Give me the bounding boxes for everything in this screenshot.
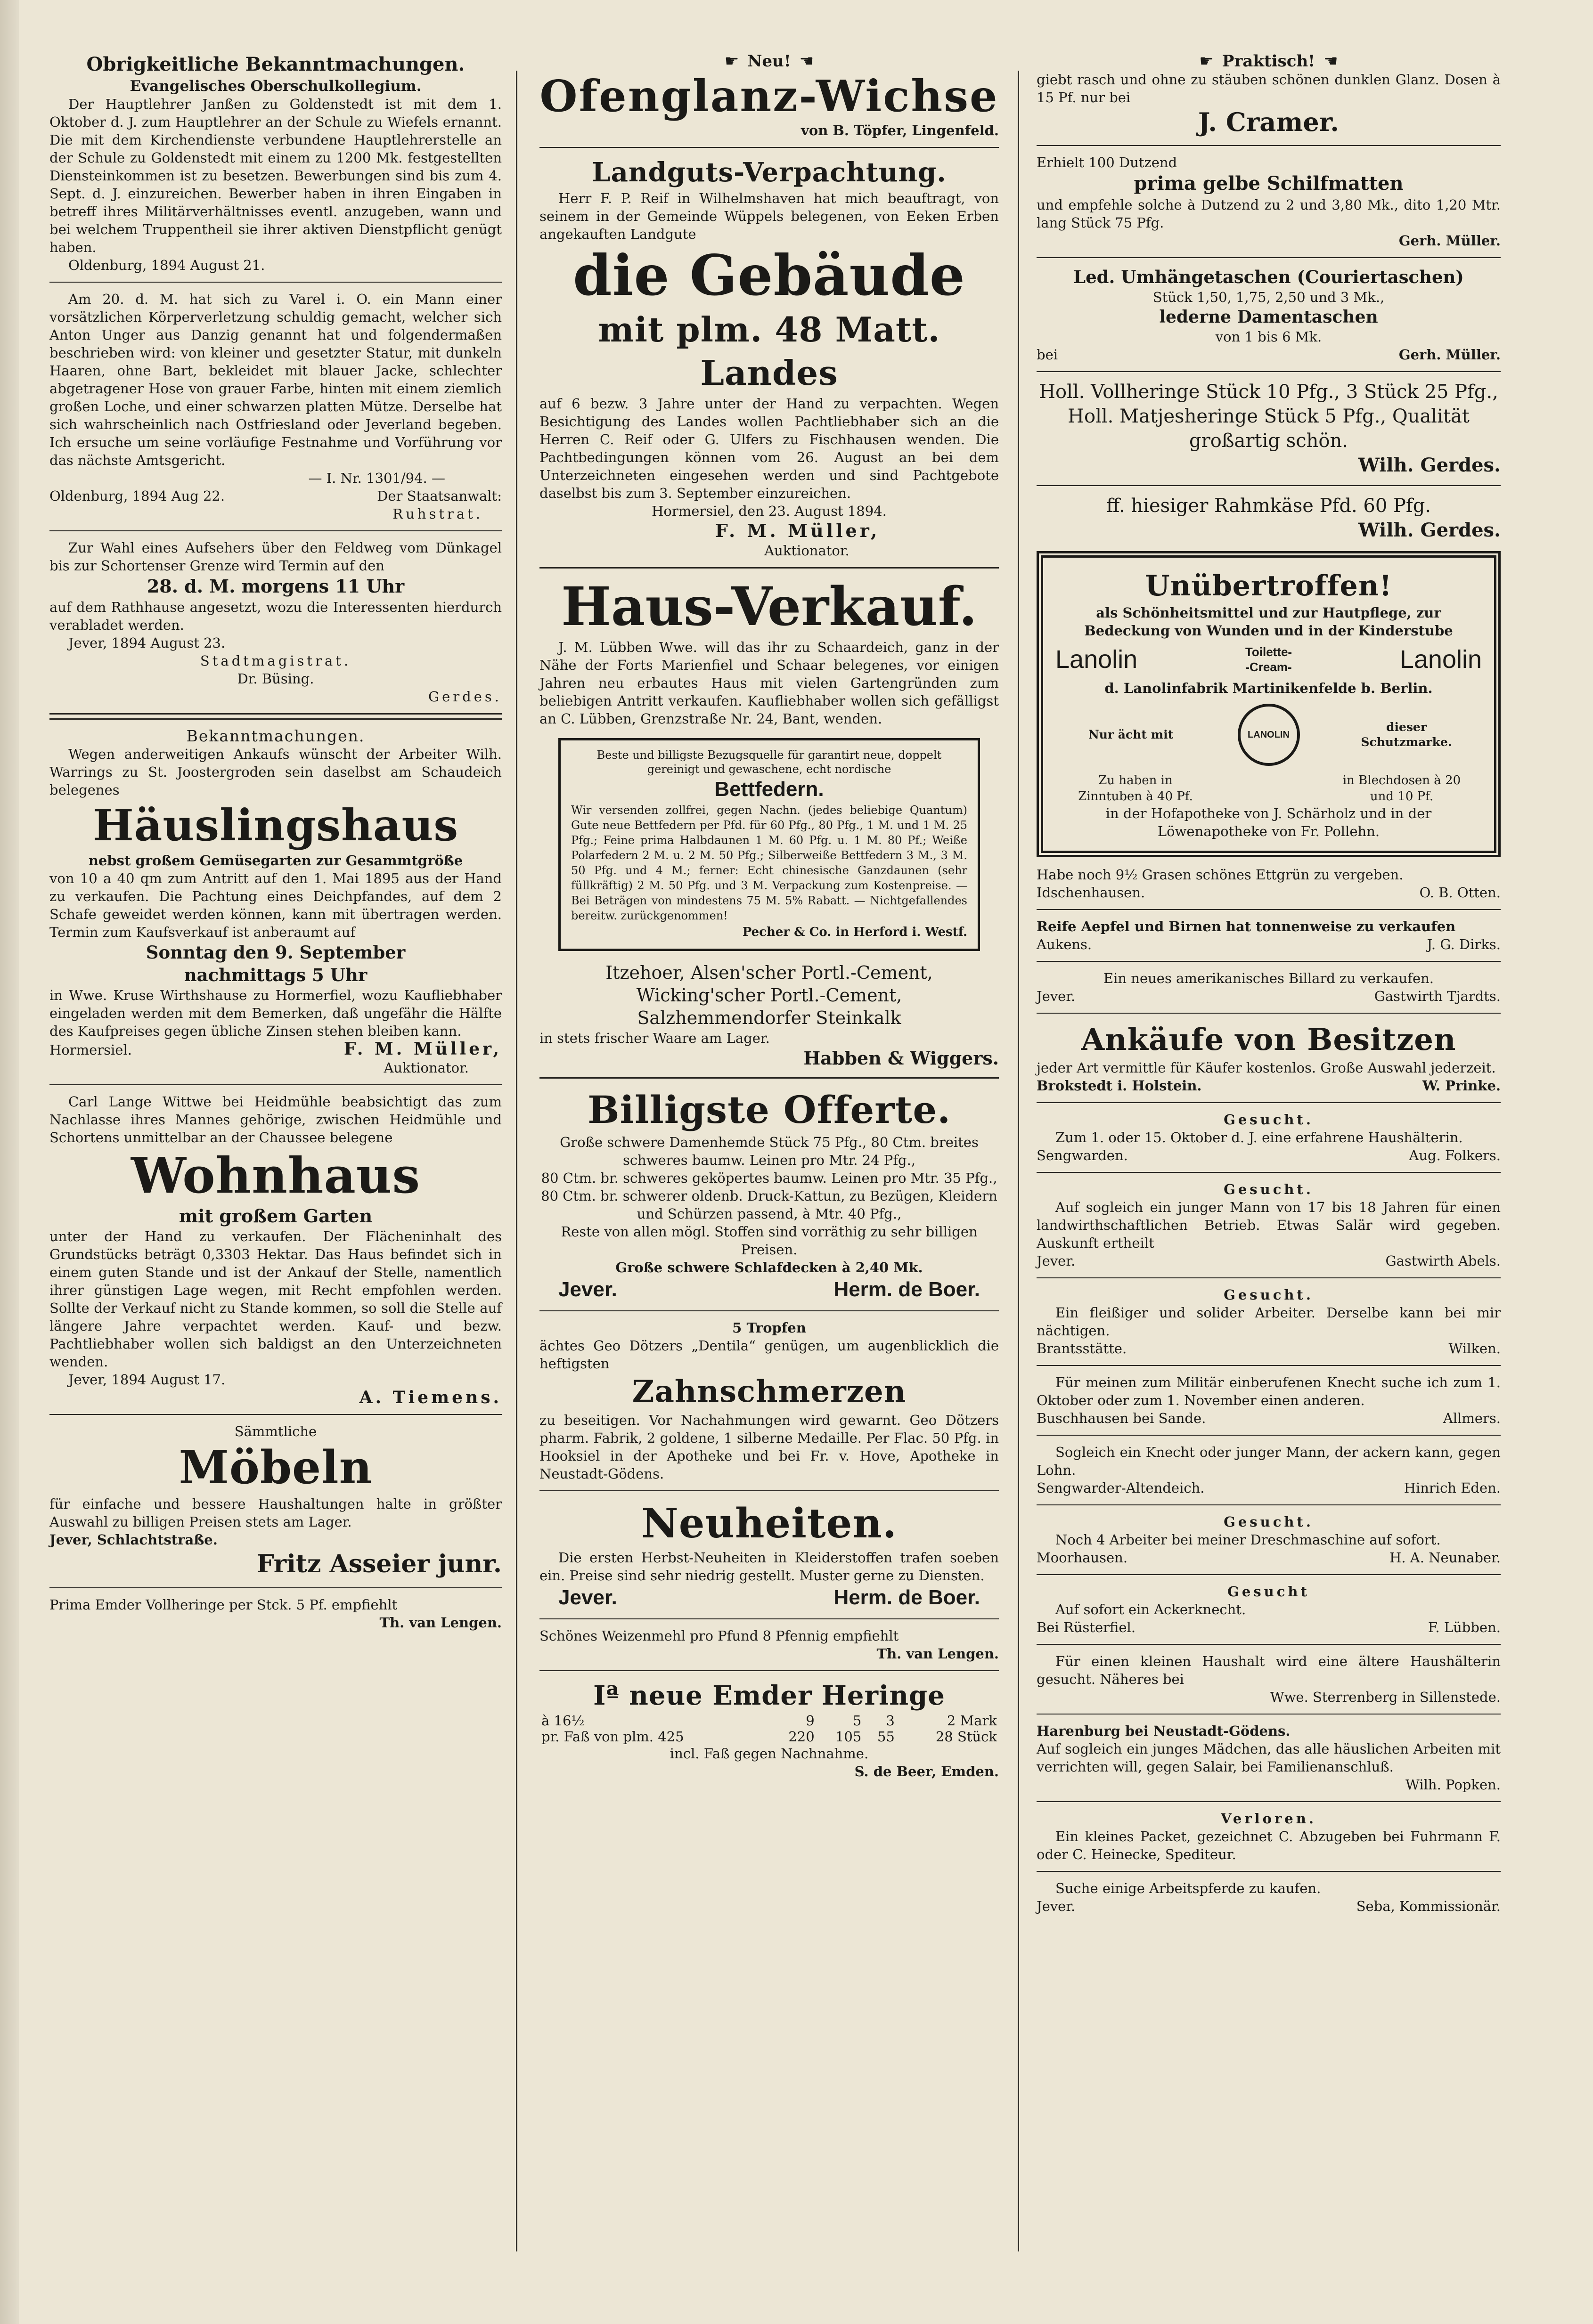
ad-text: Carl Lange Wittwe bei Heidmühle beabsichtigt das zum Nachlasse ihres Mannes gehörige, zwischen Heidmühle und Schortens unmittelbar an der Chaussee belegene <box>49 1094 502 1146</box>
ad-headline: Bettfedern. <box>714 778 824 801</box>
ad-place: Hormersiel. <box>49 1042 132 1058</box>
section-title: Obrigkeitliche Bekanntmachungen. <box>86 53 465 75</box>
ad-heading: Verloren. <box>1221 1811 1316 1827</box>
divider <box>1037 909 1501 910</box>
ad-headline: mit plm. 48 Matt. Landes <box>598 309 940 393</box>
ad-headline: Ankäufe von Besitzen <box>1081 1022 1456 1057</box>
notice-office: Der Staatsanwalt: <box>377 488 502 504</box>
trademark-text: LANOLIN <box>1248 729 1290 740</box>
ad-name: H. A. Neunaber. <box>1389 1550 1501 1566</box>
ad-text: dieser Schutzmarke. <box>1361 720 1452 749</box>
ad-name: Gastwirth Tjardts. <box>1374 988 1501 1004</box>
table-cell: 55 <box>877 1729 895 1745</box>
divider <box>1037 1365 1501 1366</box>
divider <box>1037 1714 1501 1715</box>
ad-name: F. M. Müller, <box>715 520 880 541</box>
ad-time: nachmittags 5 Uhr <box>184 965 368 985</box>
divider <box>1037 145 1501 146</box>
pointing-hand-icon: ☛ <box>724 52 739 71</box>
ad-text: Ein fleißiger und solider Arbeiter. Derselbe kann bei mir nächtigen. <box>1037 1305 1501 1339</box>
ad-text: Noch 4 Arbeiter bei meiner Dreschmaschine auf sofort. <box>1055 1532 1441 1548</box>
bettfedern-ad-box <box>558 738 980 951</box>
ad-title: Auktionator. <box>764 543 850 559</box>
notice-heading: Evangelisches Oberschulkollegium. <box>130 78 422 95</box>
table-cell: à 16½ <box>541 1713 585 1729</box>
notice-name: Dr. Büsing. <box>237 671 314 687</box>
ad-name: Wilh. Popken. <box>1405 1777 1501 1793</box>
ad-line: Große schwere Schlafdecken à 2,40 Mk. <box>615 1260 923 1276</box>
ad-text: Die ersten Herbst-Neuheiten in Kleiderstoffen trafen soeben ein. Preise sind sehr niedrig gestellt. Muster gerne zu Diensten. <box>539 1550 999 1584</box>
notice-office: Stadtmagistrat. <box>200 653 351 669</box>
ad-text: Für meinen zum Militär einberufenen Knecht suche ich zum 1. Oktober oder zum 1. November einen anderen. <box>1037 1374 1501 1408</box>
ad-heading: Gesucht. <box>1224 1181 1314 1197</box>
pointing-hand-icon: ☛ <box>1199 52 1214 71</box>
pointing-hand-icon: ☚ <box>1323 52 1338 71</box>
ad-name: Wilken. <box>1448 1341 1501 1357</box>
ad-name: Hinrich Eden. <box>1404 1480 1501 1496</box>
ad-name: O. B. Otten. <box>1419 885 1501 901</box>
ad-firm: S. de Beer, Emden. <box>854 1763 999 1780</box>
divider <box>1037 485 1501 486</box>
ad-pretext: Sämmtliche <box>234 1423 317 1439</box>
ad-heading: Gesucht. <box>1224 1514 1314 1530</box>
ad-place: Jever. <box>1037 1898 1076 1914</box>
ad-place: Aukens. <box>1037 936 1092 952</box>
ad-text: Beste und billigste Bezugsquelle für garantirt neue, doppelt gereinigt und gewaschene, echt nordische <box>596 748 942 776</box>
ad-headline: Neuheiten. <box>641 1500 897 1547</box>
section-title: Bekanntmachungen. <box>186 727 365 745</box>
table-cell: 28 Stück <box>935 1729 997 1745</box>
ad-headline: Zahnschmerzen <box>632 1374 907 1409</box>
ad-text: Prima Emder Vollheringe per Stck. 5 Pf. empfiehlt <box>49 1597 398 1613</box>
notice-text: Der Hauptlehrer Janßen zu Goldenstedt ist mit dem 1. Oktober d. J. zum Hauptlehrer an der Schule zu Wiefels ernannt. Die mit dem Kirchendienste verbundene Hauptlehrerstelle an der Schule zu Goldenstedt mit einem zu 1200 Mk. festgestellten Diensteinkommen ist zu besetzen. Bewerbungen sind bis zum 4. Sept. d. J. einzureichen. Bewerber haben in ihren Eingaben in betreff ihres Militärverhältnisses eventl. anzugeben, wann und bei welchem Truppentheil sie ihrer aktiven Dienstpflicht genügt haben. <box>49 96 502 255</box>
ad-name: Th. van Lengen. <box>379 1615 502 1631</box>
ad-place: Jever. <box>1037 988 1076 1004</box>
notice-signature: Oldenburg, 1894 August 21. <box>68 257 265 273</box>
ad-headline: prima gelbe Schilfmatten <box>1134 172 1404 195</box>
ad-text: auf 6 bezw. 3 Jahre unter der Hand zu verpachten. Wegen Besichtigung des Landes wollen Pachtliebhaber sich an die Herren C. Reif oder G. Ulfers zu Fischhausen wenden. Die Pachtbedingungen können vom 26. August an bei dem Unterzeichneten eingesehen werden und sind Pachtgebote daselbst bis zum 3. September einzureichen. <box>539 396 999 501</box>
ad-name: F. M. Müller, <box>343 1039 502 1059</box>
ad-firm: Herm. de Boer. <box>833 1278 980 1301</box>
table-row <box>539 1713 999 1729</box>
ad-line: von 1 bis 6 Mk. <box>1215 329 1322 345</box>
divider <box>1037 1871 1501 1872</box>
ad-line: Reste von allen mögl. Stoffen sind vorräthig zu sehr billigen Preisen. <box>561 1224 978 1258</box>
column-divider <box>1018 71 1019 2251</box>
ad-name: Allmers. <box>1443 1410 1501 1426</box>
ad-name: Gastwirth Abels. <box>1385 1253 1501 1269</box>
ad-text: bei <box>1037 347 1058 363</box>
ad-text: von 10 a 40 qm zum Antritt auf den 1. Mai 1895 aus der Hand zu verkaufen. Die Pachtung eines Deichpfandes, auf dem 2 Schafe geweidet werden können, kann mit übertragen werden. Termin zum Kaufsverkauf ist anberaumt auf <box>49 870 502 940</box>
ad-name: Gerh. Müller. <box>1398 233 1501 249</box>
divider <box>539 1490 999 1491</box>
ad-address: Jever, Schlachtstraße. <box>49 1532 218 1548</box>
divider <box>49 713 502 720</box>
ad-line: 80 Ctm. br. schweres geköpertes baumw. Leinen pro Mtr. 35 Pfg., <box>541 1170 997 1186</box>
ad-name: Aug. Folkers. <box>1409 1147 1501 1163</box>
ad-text: Erhielt 100 Dutzend <box>1037 154 1177 171</box>
ad-place: Buschhausen bei Sande. <box>1037 1410 1206 1426</box>
ad-headline: Häuslingshaus <box>92 800 459 851</box>
ad-kicker: Neu! <box>747 52 791 71</box>
ad-text: Für einen kleinen Haushalt wird eine ältere Haushälterin gesucht. Näheres bei <box>1037 1653 1501 1687</box>
ad-text: Ein kleines Packet, gezeichnet C. Abzugeben bei Fuhrmann F. oder C. Heinecke, Spediteur. <box>1037 1828 1501 1862</box>
ad-line: 80 Ctm. br. schwerer oldenb. Druck-Kattun, zu Bezügen, Kleidern und Schürzen passend, à Mtr. 40 Pfg., <box>541 1188 997 1222</box>
ad-text: Schönes Weizenmehl pro Pfund 8 Pfennig empfiehlt <box>539 1628 899 1644</box>
ad-line: Salzhemmendorfer Steinkalk <box>637 1008 901 1028</box>
divider <box>539 1618 999 1619</box>
ad-name: Gerh. Müller. <box>1398 347 1501 363</box>
notice-name: Ruhstrat. <box>392 506 483 522</box>
ad-text: in der Hofapotheke von J. Schärholz und in der Löwenapotheke von Fr. Pollehn. <box>1105 805 1432 839</box>
ad-text: Habe noch 9½ Grasen schönes Ettgrün zu vergeben. <box>1037 867 1404 883</box>
divider <box>1037 1644 1501 1645</box>
ad-firm: Herm. de Boer. <box>833 1586 980 1609</box>
divider <box>539 1670 999 1671</box>
ad-text: ächtes Geo Dötzers „Dentila“ genügen, um augenblicklich die heftigsten <box>539 1338 999 1372</box>
ad-text: und empfehle solche à Dutzend zu 2 und 3,80 Mk., dito 1,20 Mtr. lang Stück 75 Pfg. <box>1037 197 1501 231</box>
ad-text: Suche einige Arbeitspferde zu kaufen. <box>1055 1880 1321 1896</box>
ad-heading: Gesucht. <box>1224 1112 1314 1128</box>
ad-heading: Harenburg bei Neustadt-Gödens. <box>1037 1723 1291 1739</box>
ad-place: Jever, 1894 August 17. <box>68 1372 226 1388</box>
brand-name: Lanolin <box>1399 645 1482 674</box>
ad-text: ff. hiesiger Rahmkäse Pfd. 60 Pfg. <box>1106 495 1431 517</box>
divider <box>1037 257 1501 258</box>
divider <box>1037 1435 1501 1436</box>
divider <box>539 567 999 569</box>
ad-name: W. Prinke. <box>1422 1078 1501 1094</box>
ad-text: Auf sofort ein Ackerknecht. <box>1055 1601 1246 1617</box>
notice-place: Jever, 1894 August 23. <box>68 635 226 651</box>
ad-text: giebt rasch und ohne zu stäuben schönen dunklen Glanz. Dosen à 15 Pf. nur bei <box>1037 72 1501 106</box>
ad-kicker: Praktisch! <box>1222 52 1315 71</box>
ad-line: Stück 1,50, 1,75, 2,50 und 3 Mk., <box>1152 289 1385 305</box>
ad-name: Fritz Asseier junr. <box>256 1550 502 1578</box>
ad-place: Sengwarden. <box>1037 1147 1128 1163</box>
table-cell: 3 <box>886 1713 895 1729</box>
divider <box>1037 1013 1501 1014</box>
divider <box>49 1414 502 1415</box>
table-cell: pr. Faß von plm. 425 <box>541 1729 684 1745</box>
divider <box>1037 1102 1501 1103</box>
table-row <box>539 1729 999 1745</box>
lanolin-trademark-icon <box>1238 704 1300 766</box>
divider <box>539 1310 999 1311</box>
ad-place: Sengwarder-Altendeich. <box>1037 1480 1205 1496</box>
ad-text: Nur ächt mit <box>1088 728 1174 741</box>
ad-headline: Möbeln <box>179 1441 373 1494</box>
ad-text: unter der Hand zu verkaufen. Der Flächeninhalt des Grundstücks beträgt 0,3303 Hektar. Das Haus befindet sich in einem guten Stande und ist der Ankauf der Stelle, namentlich ihrer günstigen Lage wegen, mit Recht empfohlen werden. Sollte der Verkauf nicht zu Stande kommen, so soll die Stelle auf längere Jahre verpachtet werden. Kauf- und bezw. Pachtliebhaber wollen sich baldigst an den Unterzeichneten wenden. <box>49 1228 502 1370</box>
ad-name: Th. van Lengen. <box>876 1646 999 1662</box>
ad-text: -Cream- <box>1245 660 1292 674</box>
divider <box>1037 1277 1501 1278</box>
pointing-hand-icon: ☚ <box>799 52 814 71</box>
ad-subheading: von B. Töpfer, Lingenfeld. <box>801 122 999 138</box>
ad-title: Auktionator. <box>384 1060 469 1076</box>
ad-text: Zu haben in Zinntuben à 40 Pf. <box>1078 773 1193 804</box>
table-cell: 2 Mark <box>947 1713 997 1729</box>
divider <box>539 1077 999 1079</box>
ad-text: Auf sogleich ein junger Mann von 17 bis 18 Jahren für einen landwirthschaftlichen Betrieb. Etwas Salär wird gegeben. Auskunft ertheilt <box>1037 1199 1501 1251</box>
ad-headline: Landguts-Verpachtung. <box>592 157 947 188</box>
ad-place: Moorhausen. <box>1037 1550 1128 1566</box>
column-middle <box>539 52 999 1780</box>
notice-name: Gerdes. <box>428 689 502 705</box>
ad-name: Seba, Kommissionär. <box>1356 1898 1501 1914</box>
ad-line: lederne Damentaschen <box>1159 307 1378 327</box>
notice-place: Oldenburg, 1894 Aug 22. <box>49 488 225 504</box>
ad-text: Zum 1. oder 15. Oktober d. J. eine erfahrene Haushälterin. <box>1055 1129 1463 1146</box>
ad-text: Toilette- <box>1245 645 1292 659</box>
ad-text: als Schönheitsmittel und zur Hautpflege, zur Bedeckung von Wunden und in der Kinderstube <box>1084 605 1453 639</box>
ad-text: für einfache und bessere Haushaltungen halte in größter Auswahl zu billigen Preisen stets am Lager. <box>49 1496 502 1530</box>
ad-text: Reife Aepfel und Birnen hat tonnenweise zu verkaufen <box>1037 918 1456 934</box>
ad-name: F. Lübben. <box>1428 1619 1501 1635</box>
ad-headline: Led. Umhängetaschen (Couriertaschen) <box>1073 267 1464 287</box>
ad-name: A. Tiemens. <box>359 1388 502 1407</box>
ad-text: Wir versenden zollfrei, gegen Nachn. (jedes beliebige Quantum) Gute neue Bettfedern per Pfd. für 60 Pfg., 80 Pfg., 1 M. und 1 M. 25 Pfg.; Feine prima Halbdaunen 1 M. 60 Pfg. u. 1 M. 80 Pf.; Weiße Polarfedern 2 M. u. 2 M. 50 Pfg.; Silberweiße Bettfedern 3 M., 3 M. 50 Pfg. und 4 M.; ferner: Echt chinesische Ganzdaunen (sehr füllkräftig) 2 M. 50 Pfg. und 3 M. Verpackung zum Kostenpreise. — Bei Beträgen von mindestens 75 M. 5% Rabatt. — Nichtgefallendes bereitw. zurückgenommen! <box>571 804 967 922</box>
divider <box>1037 1504 1501 1505</box>
ad-kicker: 5 Tropfen <box>732 1320 806 1336</box>
ad-heading: Gesucht. <box>1224 1287 1314 1303</box>
ad-headline: Wohnhaus <box>131 1146 421 1204</box>
divider <box>1037 1801 1501 1802</box>
ad-text: zu beseitigen. Vor Nachahmungen wird gewarnt. Geo Dötzers pharm. Fabrik, 2 goldene, 1 silberne Medaille. Per Flac. 50 Pfg. in Hooksiel in der Apotheke und bei Fr. v. Hove, Apotheke in Neustadt-Gödens. <box>539 1412 999 1482</box>
ad-text: d. Lanolinfabrik Martinikenfelde b. Berlin. <box>1104 680 1433 696</box>
ad-text: Ein neues amerikanisches Billard zu verkaufen. <box>1103 970 1434 986</box>
ad-headline: Unübertroffen! <box>1145 569 1392 602</box>
ad-name: Wwe. Sterrenberg in Sillenstede. <box>1270 1689 1501 1705</box>
ad-headline: Ofenglanz-Wichse <box>539 71 999 122</box>
divider <box>1037 1574 1501 1575</box>
ad-subheading: mit großem Garten <box>179 1205 373 1227</box>
divider <box>1037 961 1501 962</box>
ad-line: Große schwere Damenhemde Stück 75 Pfg., 80 Ctm. breites schweres baumw. Leinen pro Mtr. 24 Pfg., <box>560 1134 979 1168</box>
ad-date: Sonntag den 9. September <box>146 942 406 963</box>
ad-line: Itzehoer, Alsen'scher Portl.-Cement, <box>605 962 933 983</box>
ad-heading: Gesucht <box>1227 1584 1310 1600</box>
ad-place: Brokstedt i. Holstein. <box>1037 1078 1202 1094</box>
column-divider <box>516 71 517 2251</box>
ad-text: in Wwe. Kruse Wirthshause zu Hormerfiel, wozu Kaufliebhaber eingeladen werden mit dem Bemerken, daß ungefähr die Hälfte des Kaufpreises gegen übliche Zinsen stehen bleiben kann. <box>49 987 502 1039</box>
ad-headline: die Gebäude <box>573 243 965 308</box>
page-edge <box>0 0 19 2324</box>
divider <box>49 1587 502 1588</box>
ad-text: J. M. Lübben Wwe. will das ihr zu Schaardeich, ganz in der Nähe der Forts Marienfiel und Schaar belegenes, vor einigen Jahren neu erbautes Haus mit vielen Gartengründen zum beliebigen Antritt verkaufen. Kaufliebhaber wollen sich gefälligst an C. Lübben, Grenzstraße Nr. 24, Bant, wenden. <box>539 639 999 727</box>
ad-text: Sogleich ein Knecht oder junger Mann, der ackern kann, gegen Lohn. <box>1037 1444 1501 1478</box>
ad-headline: Billigste Offerte. <box>587 1088 951 1132</box>
ad-firm: Habben & Wiggers. <box>803 1048 999 1069</box>
divider <box>49 282 502 283</box>
notice-date: 28. d. M. morgens 11 Uhr <box>147 576 405 597</box>
notice-text: Zur Wahl eines Aufsehers über den Feldweg vom Dünkagel bis zur Schortenser Grenze wird Termin auf den <box>49 540 502 574</box>
ad-text: Herr F. P. Reif in Wilhelmshaven hat mich beauftragt, von seinem in der Gemeinde Wüppels belegenen, von Eeken Erben angekauften Landgute <box>539 190 999 242</box>
notice-text: auf dem Rathhause angesetzt, wozu die Interessenten hierdurch verabladet werden. <box>49 599 502 633</box>
ad-headline: Iª neue Emder Heringe <box>593 1680 945 1711</box>
table-cell: 105 <box>835 1729 862 1745</box>
ad-name: J. Cramer. <box>1198 107 1340 137</box>
ad-place: Brantsstätte. <box>1037 1341 1127 1357</box>
ad-name: Wilh. Gerdes. <box>1358 519 1501 541</box>
ad-place: Idschenhausen. <box>1037 885 1145 901</box>
ad-name: Wilh. Gerdes. <box>1358 454 1501 476</box>
ad-text: in Blechdosen à 20 und 10 Pf. <box>1342 773 1461 804</box>
brand-name: Lanolin <box>1055 645 1138 674</box>
ad-place: Jever. <box>558 1278 617 1301</box>
ad-place: Bei Rüsterfiel. <box>1037 1619 1136 1635</box>
divider <box>49 530 502 531</box>
ad-text: Auf sogleich ein junges Mädchen, das alle häuslichen Arbeiten mit verrichten will, gegen Salair, bei Familienanschluß. <box>1037 1741 1501 1775</box>
ad-line: Wicking'scher Portl.-Cement, <box>636 985 902 1006</box>
ad-place: Hormersiel, den 23. August 1894. <box>652 503 887 519</box>
ad-headline: Haus-Verkauf. <box>561 576 977 638</box>
ad-text: incl. Faß gegen Nachnahme. <box>670 1746 869 1762</box>
lanolin-ad-box <box>1037 551 1501 857</box>
divider <box>1037 371 1501 372</box>
ad-place: Jever. <box>558 1586 617 1609</box>
ad-subheading: nebst großem Gemüsegarten zur Gesammtgröße <box>88 853 463 869</box>
divider <box>539 147 999 148</box>
notice-reference: — I. Nr. 1301/94. — <box>308 470 445 486</box>
divider <box>1037 1172 1501 1173</box>
column-right <box>1037 52 1501 1915</box>
table-cell: 5 <box>852 1713 862 1729</box>
notice-text: Am 20. d. M. hat sich zu Varel i. O. ein Mann einer vorsätzlichen Körperverletzung schuldig gemacht, welcher sich Anton Unger aus Danzig genannt hat und folgendermaßen beschrieben wird: von kleiner und gesetzter Statur, mit dunkeln Haaren, ohne Bart, bekleidet mit blauer Jacke, schlechter abgetragener Hose von grauer Farbe, hinten mit einem ziemlich großen Loche, und einer schwarzen platten Mütze. Derselbe hat sich wahrscheinlich nach Ostfriesland oder Jeverland begeben. Ich ersuche um seine vorläufige Festnahme und Vorführung vor das nächste Amtsgericht. <box>49 291 502 468</box>
column-left <box>49 52 502 1632</box>
ad-text: Wegen anderweitigen Ankaufs wünscht der Arbeiter Wilh. Warrings zu St. Joostergroden sein daselbst am Schaudeich belegenes <box>49 746 502 798</box>
ad-text: Holl. Vollheringe Stück 10 Pfg., 3 Stück 25 Pfg., Holl. Matjesheringe Stück 5 Pfg., Qualität großartig schön. <box>1039 381 1498 452</box>
ad-firm: Pecher & Co. in Herford i. Westf. <box>742 925 967 939</box>
divider <box>49 1084 502 1085</box>
ad-text: in stets frischer Waare am Lager. <box>539 1030 770 1046</box>
ad-name: J. G. Dirks. <box>1427 936 1501 952</box>
table-cell: 9 <box>806 1713 815 1729</box>
ad-text: jeder Art vermittle für Käufer kostenlos. Große Auswahl jederzeit. <box>1037 1060 1496 1076</box>
herring-price-table <box>539 1713 999 1745</box>
ad-place: Jever. <box>1037 1253 1076 1269</box>
table-cell: 220 <box>788 1729 815 1745</box>
